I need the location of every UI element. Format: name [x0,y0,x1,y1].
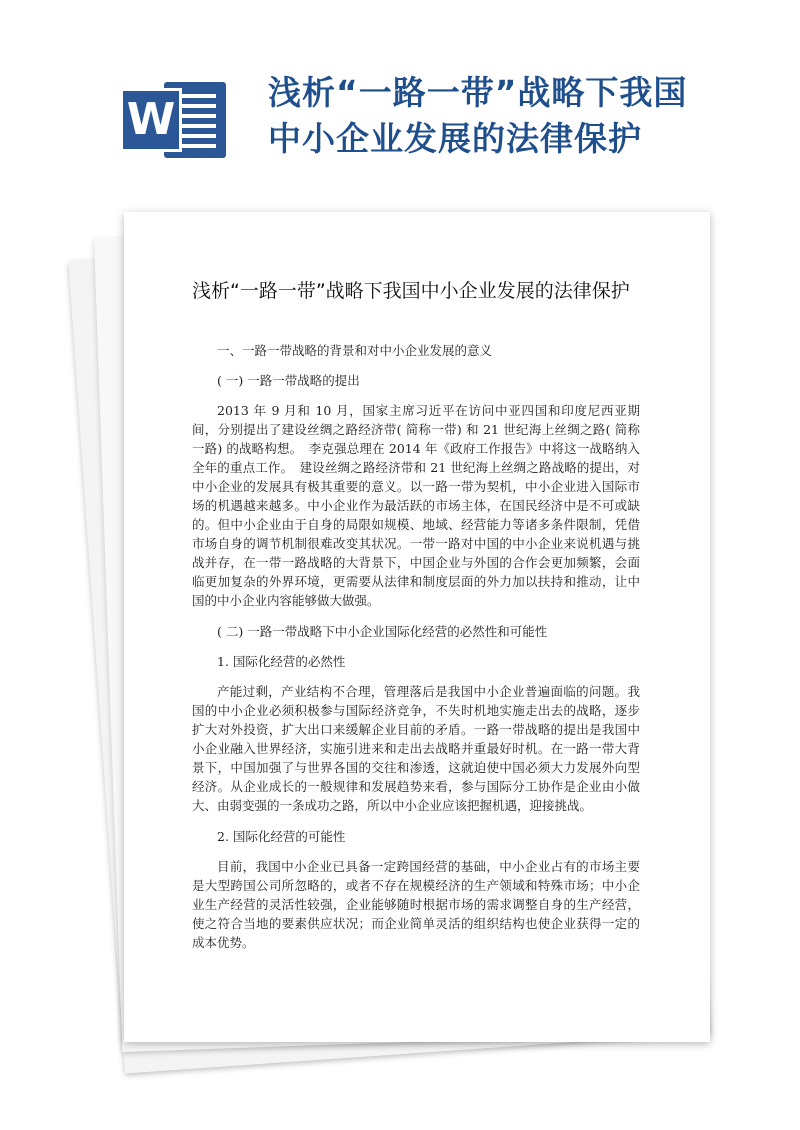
body-paragraph: 目前，我国中小企业已具备一定跨国经营的基础，中小企业占有的市场主要是大型跨国公司所忽略的，或者不存在规模经济的生产领域和特殊市场；中小企业生产经营的灵活性较强，企业能够随时根据市场的需求调整自身的生产经营，使之符合当地的要素供应状况；而企业简单灵活的组织结构也使企业获得一定的成本优势。 [192,859,640,950]
banner-title-line1: 浅析“一路一带”战略下我国 [268,73,688,112]
section-heading: 2. 国际化经营的可能性 [217,829,346,844]
body-paragraph: 产能过剩，产业结构不合理，管理落后是我国中小企业普遍面临的问题。我国的中小企业必须积极参与国际经济竞争，不失时机地实施走出去的战略，逐步扩大对外投资，扩大出口来缓解企业目前的矛盾。一路一带战略的提出是我国中小企业融入世界经济，实施引进来和走出去战略并重最好时机。在一路一带大背景下，中国加强了与世界各国的交往和渗透，这就迫使中国必须大力发展外向型经济。从企业成长的一般规律和发展趋势来看，参与国际分工协作是企业由小做大、由弱变强的一条成功之路，所以中小企业应该把握机遇，迎接挑战。 [192,684,640,813]
word-letter-badge: W [120,88,182,152]
section-heading: 一、一路一带战略的背景和对中小企业发展的意义 [217,343,493,358]
banner-title [268,70,708,162]
word-doc-icon [120,78,230,162]
section-heading: ( 二) 一路一带战略下中小企业国际化经营的必然性和可能性 [217,624,548,639]
section-heading: 1. 国际化经营的必然性 [217,654,346,669]
document-title: 浅析“一路一带”战略下我国中小企业发展的法律保护 [192,280,630,302]
banner-title-line2: 中小企业发展的法律保护 [268,119,642,158]
document-body [192,276,640,964]
body-paragraph: 2013 年 9 月和 10 月，国家主席习近平在访问中亚四国和印度尼西亚期间，分别提出了建设丝绸之路经济带( 简称一带) 和 21 世纪海上丝绸之路( 简称一路) 的战略构想。 李克强总理在 2014 年《政府工作报告》中将这一战略纳入全年的重点工作。 建设丝绸之路经济带和 21 世纪海上丝绸之路战略的提出，对中小企业的发展具有极其重要的意义。以一路一带为契机，中小企业进入国际市场的机遇越来越多。中小企业作为最活跃的市场主体，在国民经济中是不可或缺的。但中小企业由于自身的局限如规模、地域、经营能力等诸多条件限制，凭借市场自身的调节机制很难改变其状况。一带一路对中国的中小企业来说机遇与挑战并存，在一带一路战略的大背景下，中国企业与外国的合作会更加频繁，会面临更加复杂的外界环境，更需要从法律和制度层面的外力加以扶持和推动，让中国的中小企业内容能够做大做强。 [192,403,640,608]
section-heading: ( 一) 一路一带战略的提出 [217,373,360,388]
